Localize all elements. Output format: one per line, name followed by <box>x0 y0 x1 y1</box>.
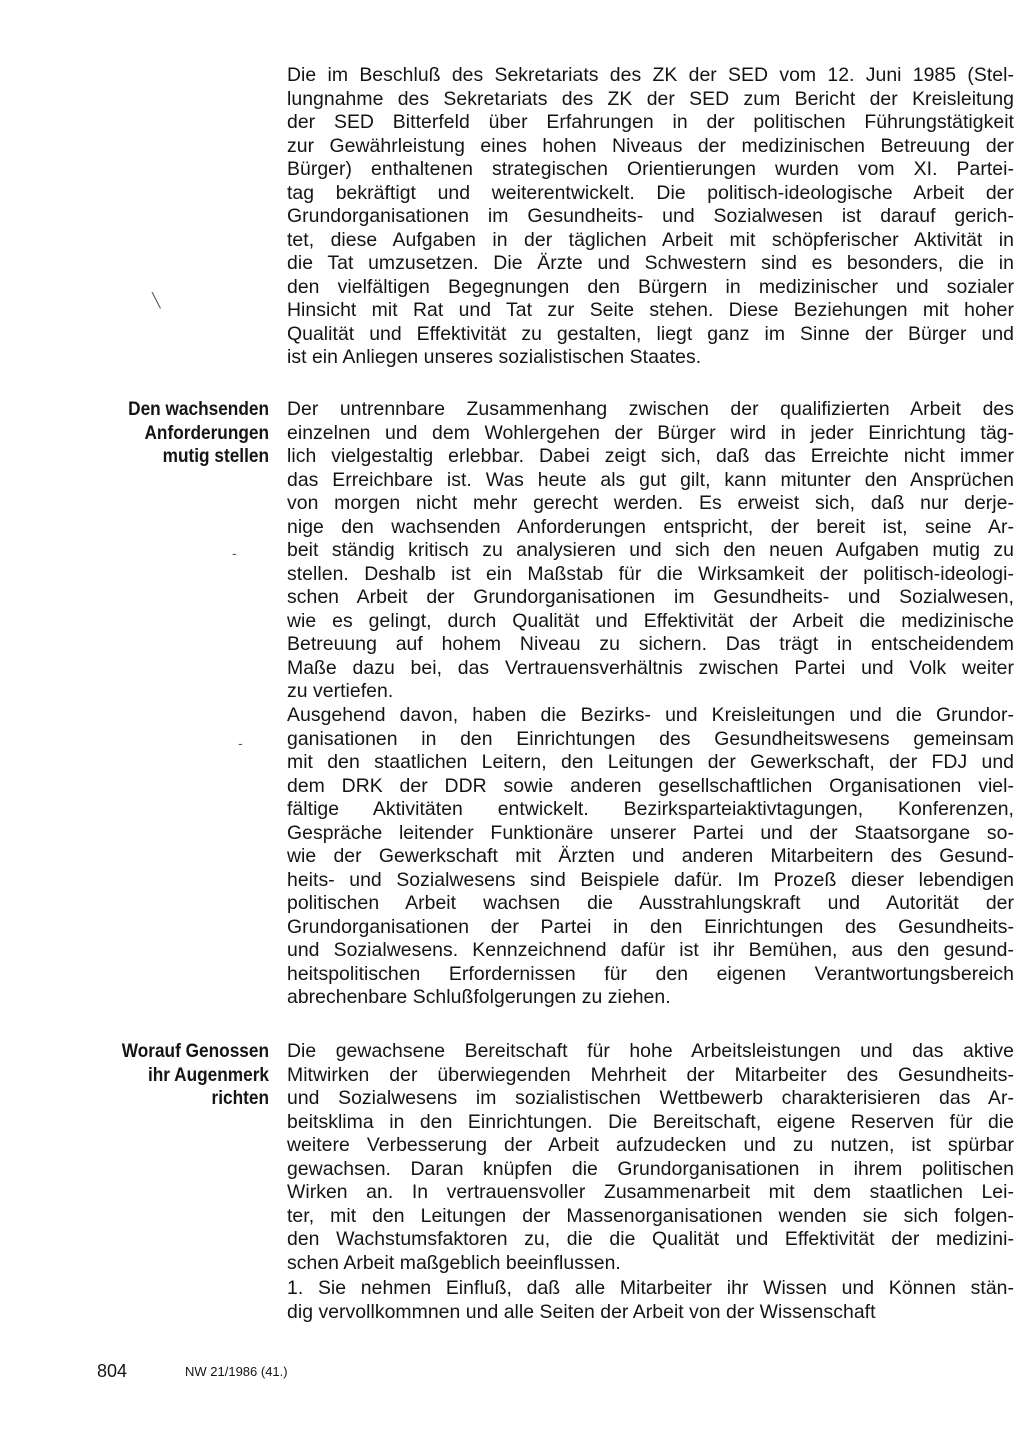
text-line: den vielfältigen Begegnungen den Bürgern in medizinischer und sozialer <box>287 275 1014 298</box>
text-line: dig vervollkommnen und alle Seiten der Arbeit von der Wissenschaft <box>287 1300 876 1323</box>
text-line: Mitwirken der überwiegenden Mehrheit der Mitarbeiter des Gesundheits- <box>287 1063 1014 1086</box>
text-line: den Wachstumsfaktoren zu, die die Qualität und Effektivität der medizini- <box>287 1228 1014 1250</box>
issue-reference: NW 21/1986 (41.) <box>185 1364 288 1379</box>
text-line: ist ein Anliegen unseres sozialistischen Staates. <box>287 346 702 368</box>
page-number: 804 <box>97 1361 128 1381</box>
text-line: Grundorganisationen der Partei in den Einrichtungen des Gesundheits- <box>287 915 1014 938</box>
side-heading-line: Den wachsenden <box>128 398 269 420</box>
text-line: Hinsicht mit Rat und Tat zur Seite stehen. Diese Beziehungen mit hoher <box>287 299 1014 321</box>
text-line: das Erreichbare ist. Was heute als gut gilt, kann mitunter den Ansprüchen <box>287 468 1014 491</box>
text-line: zur Gewährleistung eines hohen Niveaus der medizinischen Betreuung der <box>287 134 1014 157</box>
text-line: stellen. Deshalb ist ein Maßstab für die Wirksamkeit der politisch-ideologi- <box>287 562 1014 585</box>
text-line: ter, mit den Leitungen der Massenorganisationen wenden sie sich folgen- <box>287 1204 1014 1227</box>
scan-mark: - <box>232 545 237 561</box>
side-heading-augenmerk <box>49 1040 269 1111</box>
paragraph-ausgehend <box>287 704 1014 1010</box>
text-line: 1. Sie nehmen Einfluß, daß alle Mitarbeiter ihr Wissen und Können stän- <box>287 1277 1014 1299</box>
text-line: dem DRK der DDR sowie anderen gesellschaftlichen Organisationen viel- <box>287 774 1014 797</box>
paragraph-intro <box>287 64 1014 370</box>
side-heading-line: Worauf Genossen <box>121 1040 270 1062</box>
text-line: nige den wachsenden Anforderungen entspricht, der bereit ist, seine Ar- <box>287 515 1014 538</box>
numbered-item-1 <box>287 1277 1014 1324</box>
text-line: von morgen nicht mehr gerecht werden. Es erweist sich, daß nur derje- <box>287 492 1014 514</box>
text-line: Die gewachsene Bereitschaft für hohe Arbeitsleistungen und das aktive <box>287 1040 1014 1062</box>
text-line: weitere Verbesserung der Arbeit aufzudecken und zu nutzen, ist spürbar <box>287 1134 1014 1156</box>
text-line: einzelnen und dem Wohlergehen der Bürger wird in jeder Einrichtung täg- <box>287 421 1014 444</box>
text-line: beit ständig kritisch zu analysieren und sich den neuen Aufgaben mutig zu <box>287 539 1014 561</box>
text-line: tet, diese Aufgaben in der täglichen Arbeit mit schöpferischer Aktivität in <box>287 228 1014 251</box>
side-heading-line: Anforderungen <box>144 421 269 444</box>
text-line: Bürger) enthaltenen strategischen Orientierungen wurden vom XI. Partei- <box>287 158 1014 180</box>
text-line: abrechenbare Schlußfolgerungen zu ziehen. <box>287 986 671 1008</box>
text-line: wie es gelingt, durch Qualität und Effektivität der Arbeit die medizinische <box>287 609 1014 632</box>
paragraph-zusammenhang <box>287 398 1014 704</box>
text-line: mit den staatlichen Leitern, den Leitungen der Gewerkschaft, der FDJ und <box>287 751 1014 773</box>
text-line: schen Arbeit der Grundorganisationen im Gesundheits- und Sozialwesen, <box>287 586 1014 608</box>
scan-mark: - <box>238 735 243 751</box>
text-line: heits- und Sozialwesens sind Beispiele dafür. Im Prozeß dieser lebendigen <box>287 868 1014 891</box>
side-heading-line: richten <box>211 1087 269 1109</box>
text-line: beitsklima in den Einrichtungen. Die Bereitschaft, eigene Reserven für die <box>287 1110 1014 1133</box>
text-line: Gespräche leitender Funktionäre unserer Partei und der Staatsorgane so- <box>287 821 1014 844</box>
side-heading-line: ihr Augenmerk <box>147 1063 269 1086</box>
text-line: der SED Bitterfeld über Erfahrungen in der politischen Führungstätigkeit <box>287 111 1014 133</box>
text-line: ganisationen in den Einrichtungen des Gesundheitswesens gemeinsam <box>287 727 1014 750</box>
text-line: und Sozialwesens. Kennzeichnend dafür ist ihr Bemühen, aus den gesund- <box>287 939 1014 961</box>
text-line: Die im Beschluß des Sekretariats des ZK der SED vom 12. Juni 1985 (Stel- <box>287 64 1014 86</box>
text-line: zu vertiefen. <box>287 680 394 702</box>
text-line: Der untrennbare Zusammenhang zwischen der qualifizierten Arbeit des <box>287 398 1014 420</box>
text-line: lungnahme des Sekretariats des ZK der SED zum Bericht der Kreisleitung <box>287 87 1014 110</box>
side-heading-anforderungen <box>49 398 269 469</box>
text-line: politischen Arbeit wachsen die Ausstrahlungskraft und Autorität der <box>287 892 1014 914</box>
text-line: gewachsen. Daran knüpfen die Grundorganisationen in ihrem politischen <box>287 1157 1014 1180</box>
text-line: heitspolitischen Erfordernissen für den eigenen Verantwortungsbereich <box>287 962 1014 985</box>
text-line: tag bekräftigt und weiterentwickelt. Die politisch-ideologische Arbeit der <box>287 181 1014 204</box>
text-line: lich vielgestaltig erlebbar. Dabei zeigt sich, daß das Erreichte nicht immer <box>287 445 1014 467</box>
text-line: fältige Aktivitäten entwickelt. Bezirksparteiaktivtagungen, Konferenzen, <box>287 798 1014 820</box>
text-line: Betreuung auf hohem Niveau zu sichern. Das trägt in entscheidendem <box>287 633 1014 655</box>
text-line: Wirken an. In vertrauensvoller Zusammenarbeit mit dem staatlichen Lei- <box>287 1181 1014 1203</box>
text-line: Qualität und Effektivität zu gestalten, liegt ganz im Sinne der Bürger und <box>287 322 1014 345</box>
text-line: Maße dazu bei, das Vertrauensverhältnis zwischen Partei und Volk weiter <box>287 656 1014 679</box>
scan-mark: ╲ <box>152 292 161 308</box>
side-heading-line: mutig stellen <box>162 445 269 467</box>
text-line: Ausgehend davon, haben die Bezirks- und Kreisleitungen und die Grundor- <box>287 704 1014 726</box>
text-line: schen Arbeit maßgeblich beeinflussen. <box>287 1251 621 1274</box>
text-line: die Tat umzusetzen. Die Ärzte und Schwestern sind es besonders, die in <box>287 252 1014 274</box>
text-line: und Sozialwesens im sozialistischen Wettbewerb charakterisieren das Ar- <box>287 1087 1014 1109</box>
text-line: Grundorganisationen im Gesundheits- und Sozialwesen ist darauf gerich- <box>287 205 1014 227</box>
text-line: wie der Gewerkschaft mit Ärzten und anderen Mitarbeitern des Gesund- <box>287 845 1014 867</box>
paragraph-bereitschaft <box>287 1040 1014 1275</box>
